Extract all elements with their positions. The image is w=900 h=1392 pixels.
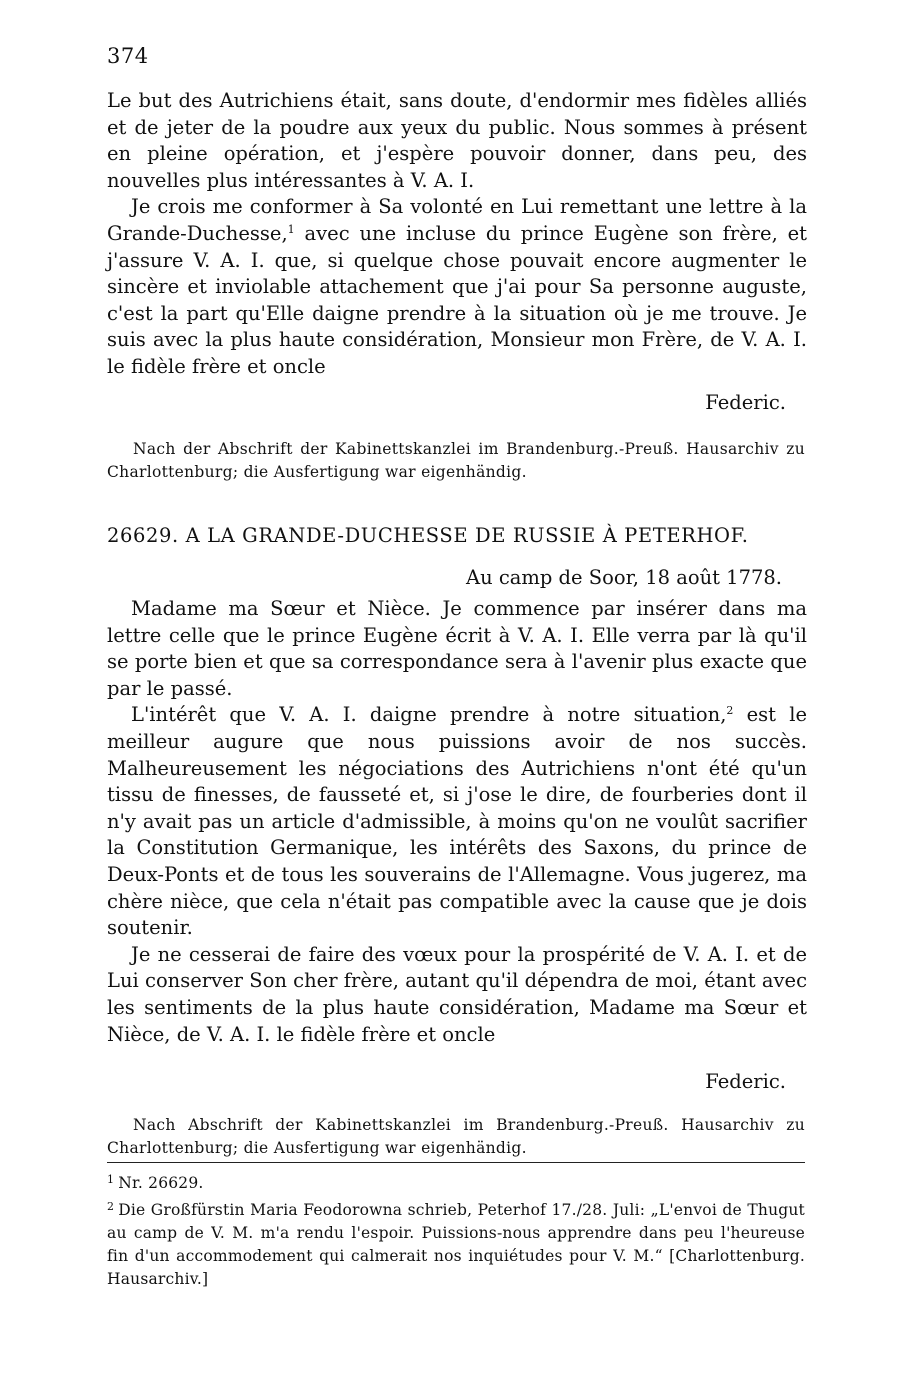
letter-1-paragraph-2 [107,194,807,380]
footnote-ref-1: 1 [287,222,295,236]
letter-2-paragraph-2-start: L'intérêt que V. A. I. daigne prendre à notre situation, [131,703,727,727]
letter-2-paragraph-2-end: est le meilleur augure que nous puissions avoir de nos succès. Malheureusement les négociations des Autrichiens n'ont été qu'un tissu de finesses, de fausseté et, si j'ose le dire, de fourberies dont il n'y avait pas un article d'admissible, à moins qu'on ne voulût sacrifier la Constitution Germanique, les intérêts des Saxons, du prince de Deux-Ponts et de tous les souverains de l'Allemagne. Vous jugerez, ma chère nièce, que cela n'était pas compatible avec la cause que je dois soutenir. [107,703,808,940]
footnote-2-mark: 2 [107,1200,115,1213]
page-number: 374 [107,44,149,68]
letter-1-paragraph-2-start: Je crois me conformer à Sa volonté en Lui remettant une lettre à la Grande-Duchesse, [107,195,807,245]
letter-2-source-note: Nach Abschrift der Kabinettskanzlei im Brandenburg.-Preuß. Hausarchiv zu Charlottenburg; die Ausfertigung war eigenhändig. [107,1116,805,1157]
letter-1-signature: Federic. [705,391,786,414]
footnote-1-mark: 1 [107,1173,115,1186]
letter-2-body [107,596,807,1048]
letter-2-paragraph-3: Je ne cesserai de faire des vœux pour la prospérité de V. A. I. et de Lui conserver Son cher frère, autant qu'il dépendra de moi, étant avec les sentiments de la plus haute considération, Madame ma Sœur et Nièce, de V. A. I. le fidèle frère et oncle [107,942,807,1046]
letter-1-paragraph-1: Le but des Autrichiens était, sans doute, d'endormir mes fidèles alliés et de jeter de la poudre aux yeux du public. Nous sommes à présent en pleine opération, et j'espère pouvoir donner, dans peu, des nouvelles plus intéressantes à V. A. I. [107,89,807,192]
footnote-2 [107,1195,805,1291]
letter-2-paragraph-1: Madame ma Sœur et Nièce. Je commence par insérer dans ma lettre celle que le prince Eugène écrit à V. A. I. Elle verra par là qu'il se porte bien et que sa correspondance sera à l'avenir plus exacte que par le passé. [107,597,807,700]
letter-2-signature: Federic. [705,1070,786,1093]
footnote-1-text: Nr. 26629. [118,1174,204,1192]
footnote-1 [107,1168,805,1195]
letter-1-body [107,88,807,381]
footnote-divider [107,1162,805,1163]
footnote-ref-2: 2 [726,704,734,718]
letter-1-source-note: Nach der Abschrift der Kabinettskanzlei im Brandenburg.-Preuß. Hausarchiv zu Charlottenburg; die Ausfertigung war eigenhändig. [107,440,805,481]
footnote-2-text: Die Großfürstin Maria Feodorowna schrieb, Peterhof 17./28. Juli: „L'envoi de Thugut au camp de V. M. m'a rendu l'espoir. Puissions-nous apprendre dans peu l'heureuse fin d'un accommodement qui calmerait nos inquiétudes pour V. M.“ [Charlottenburg. Hausarchiv.] [107,1201,805,1288]
letter-1-paragraph-2-end: avec une incluse du prince Eugène son frère, et j'assure V. A. I. que, si quelque chose pouvait encore augmenter le sincère et inviolable attachement que j'ai pour Sa personne auguste, c'est la part qu'Elle daigne prendre à la situation où je me trouve. Je suis avec la plus haute considération, Monsieur mon Frère, de V. A. I. le fidèle frère et oncle [107,221,807,378]
footnotes [107,1168,805,1291]
letter-2-place-date: Au camp de Soor, 18 août 1778. [466,566,782,589]
letter-2-heading: 26629. A LA GRANDE-DUCHESSE DE RUSSIE À PETERHOF. [107,524,749,547]
letter-2-paragraph-2 [107,702,807,941]
